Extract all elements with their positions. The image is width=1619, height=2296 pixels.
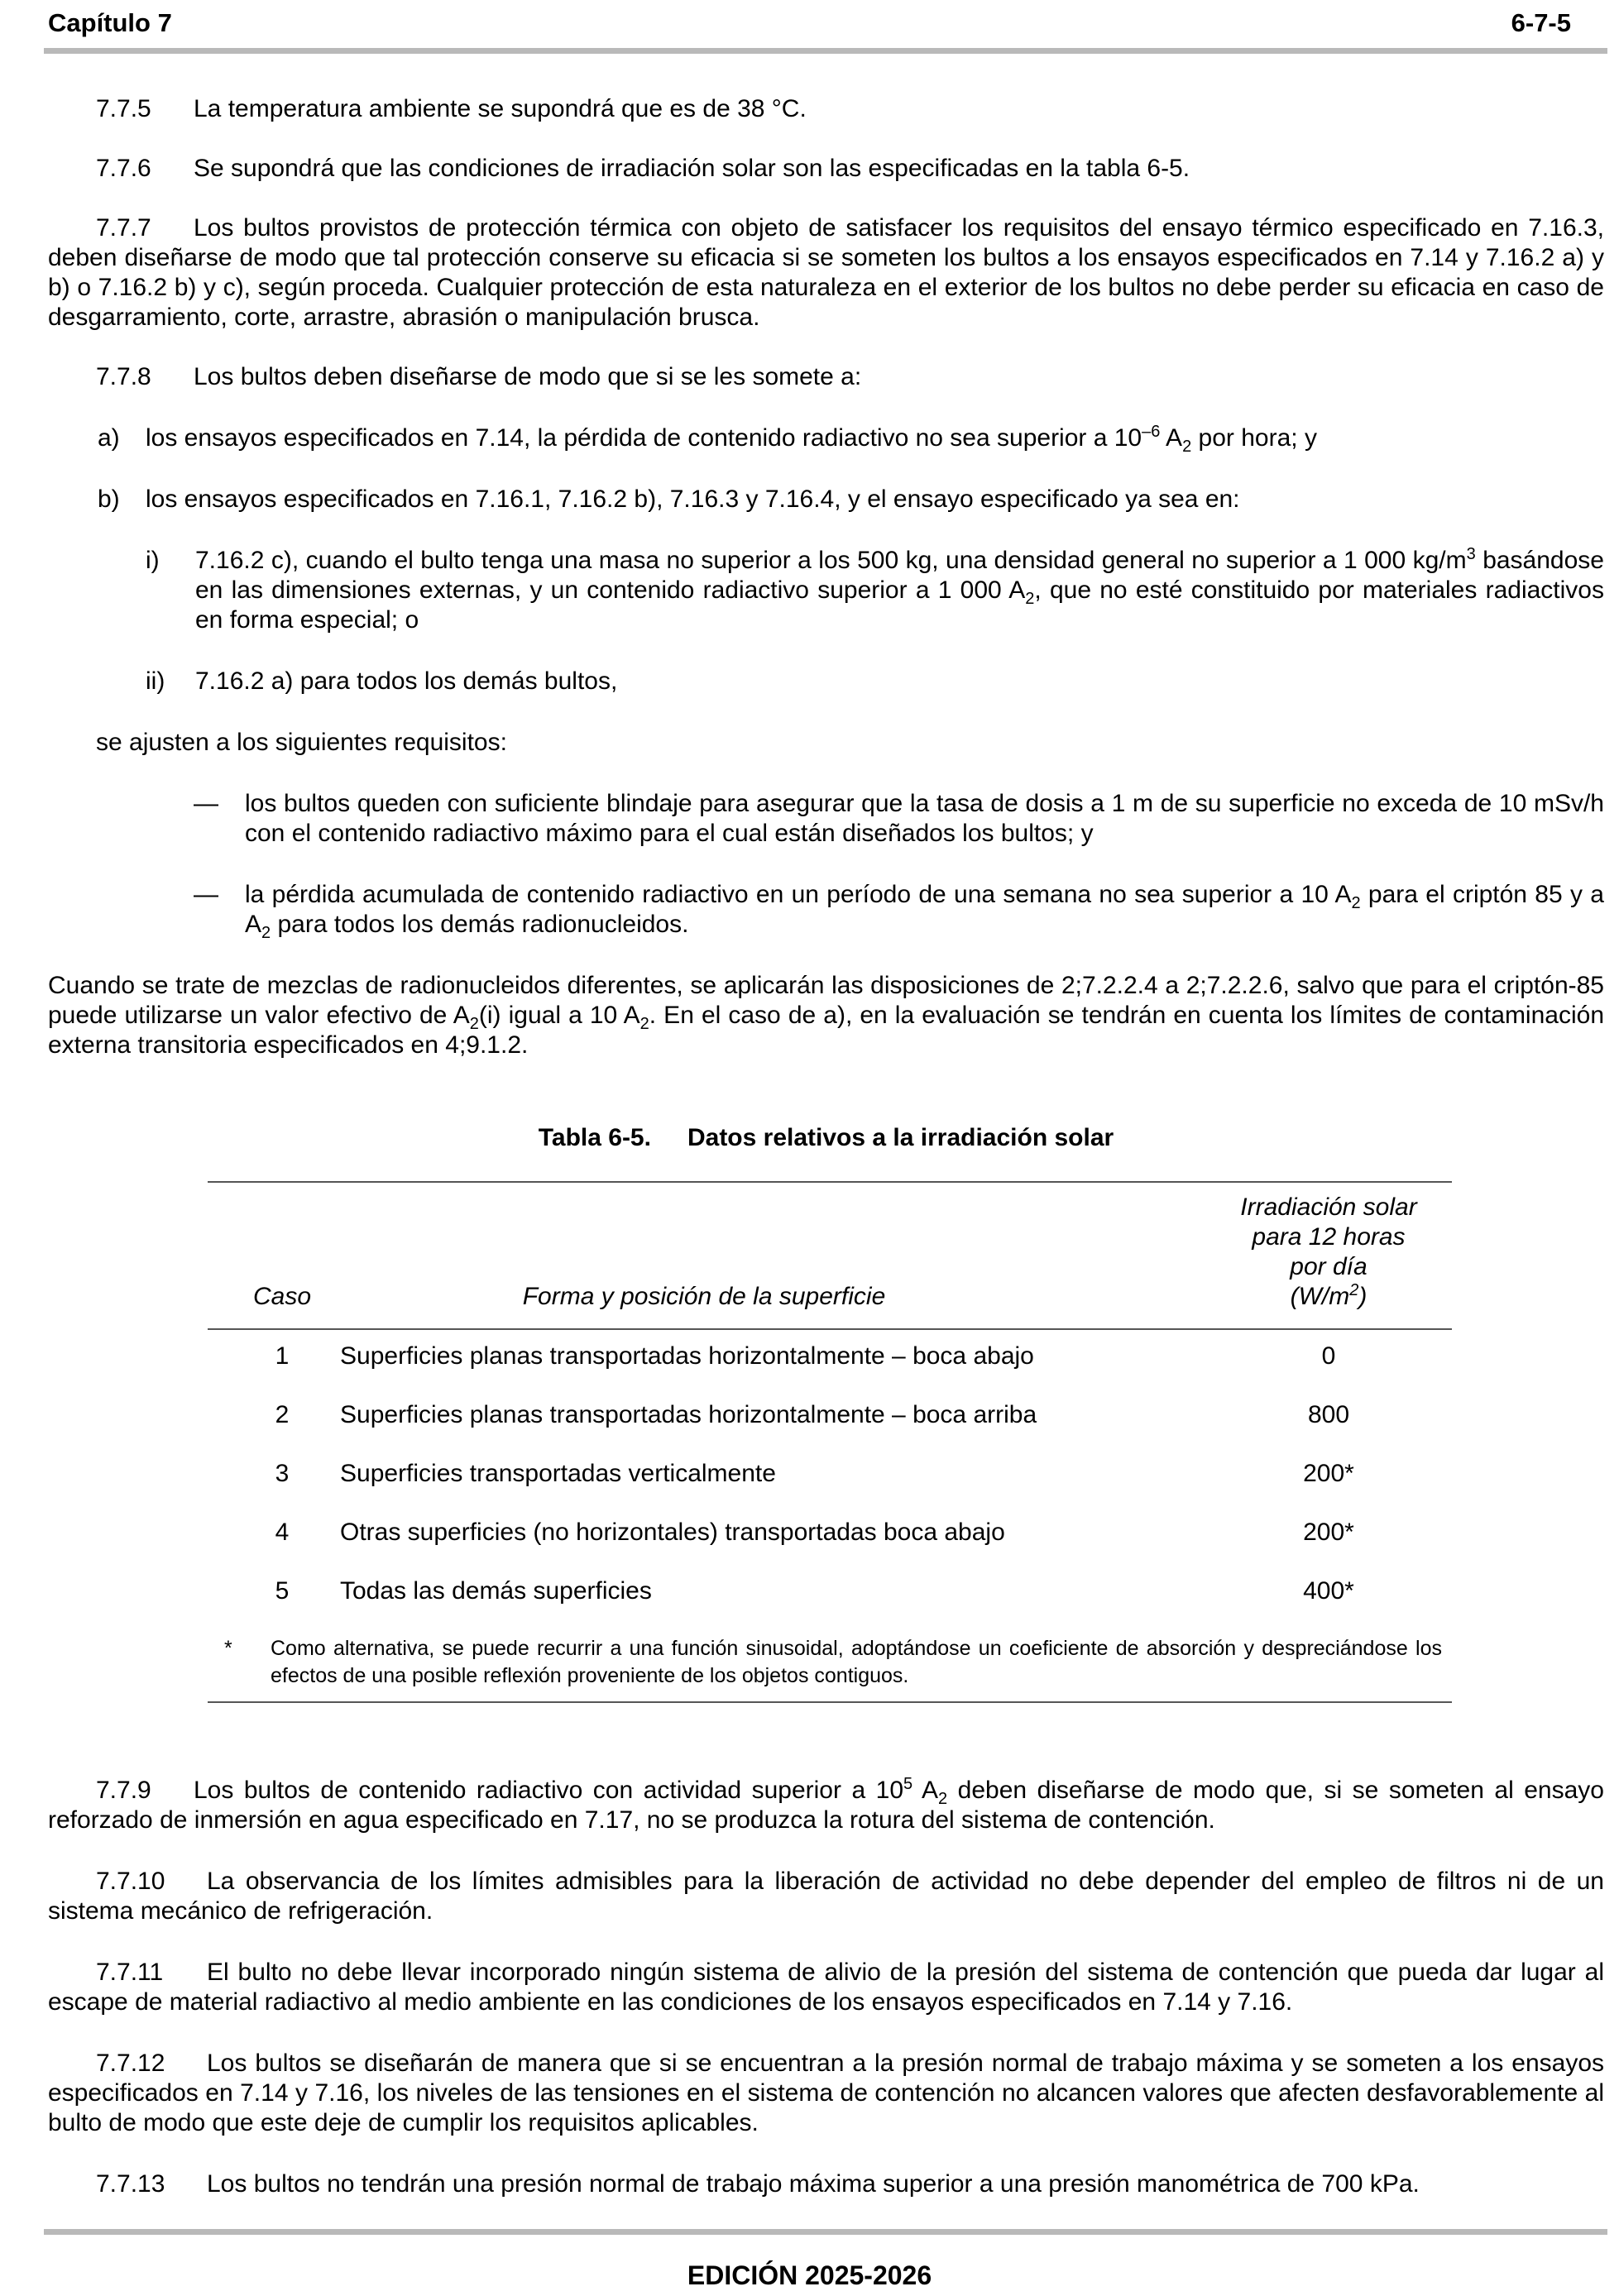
requirement-dash-1: — los bultos queden con suficiente blindaje para asegurar que la tasa de dosis a 1 m de su superficie no exceda de 10 mSv/h con el contenido radiactivo máximo para el cual están diseñados los bultos; y (194, 790, 1604, 847)
paragraph-7-7-13: 7.7.13 Los bultos no tendrán una presión normal de trabajo máxima superior a una presión manométrica de 700 kPa. (96, 2170, 1420, 2198)
paragraph-7-7-9: 7.7.9 Los bultos de contenido radiactivo con actividad superior a $10^5$ $A_2$ deben diseñarse de modo que, si se someten al ensayo reforzado de inmersión en agua especificado en 7.17, no se produzca la rotura del sistema de contención. (48, 1775, 1604, 1834)
table-row: 1 Superficies planas transportadas horizontalmente – boca abajo 0 (275, 1342, 1336, 1370)
table-row: 4 Otras superficies (no horizontales) transportadas boca abajo 200* (275, 1519, 1354, 1546)
paragraph-7-7-7: 7.7.7 Los bultos provistos de protección térmica con objeto de satisfacer los requisitos del ensayo térmico especificado en 7.16.3, deben diseñarse de modo que tal protección conserve su eficacia si se someten los bultos a los ensayos especificados en 7.14 y 7.16.2 a) y b) o 7.16.2 b) y c), según proceda. Cualquier protección de esta naturaleza en el exterior de los bultos no debe perder su eficacia en caso de desgarramiento, corte, arrastre, abrasión o manipulación brusca. (48, 214, 1604, 331)
header-rule (44, 48, 1607, 54)
page-number: 6-7-5 (1511, 8, 1571, 37)
column-header-form: Forma y posición de la superficie (522, 1283, 886, 1310)
table-header (208, 1183, 1452, 1328)
paragraph-7-7-12: 7.7.12 Los bultos se diseñarán de manera que si se encuentran a la presión normal de trabajo máxima y se someten a los ensayos especificados en 7.14 y 7.16, los niveles de las tensiones en el sistema de contención no alcancen valores que afecten desfavorablemente al bulto de modo que este deje de cumplir los requisitos aplicables. (48, 2050, 1604, 2136)
table-caption: Tabla 6-5. Datos relativos a la irradiación solar (538, 1124, 1114, 1151)
page-header (48, 8, 1571, 40)
table-footnote: * Como alternativa, se puede recurrir a una función sinusoidal, adoptándose un coeficiente de absorción y despreciándose los efectos de una posible reflexión proveniente de los objetos contiguos. (224, 1637, 1442, 1687)
column-header-case: Caso (252, 1283, 312, 1310)
table-row: 3 Superficies transportadas verticalmente 200* (275, 1460, 1354, 1487)
chapter-title: Capítulo 7 (48, 8, 172, 37)
requirements-intro: se ajusten a los siguientes requisitos: (96, 729, 507, 756)
table-row: 5 Todas las demás superficies 400* (275, 1577, 1354, 1605)
paragraph-7-7-6: 7.7.6 Se supondrá que las condiciones de irradiación solar son las especificadas en la tabla 6-5. (96, 155, 1190, 182)
edition-footer: EDICIÓN 2025-2026 (687, 2260, 932, 2290)
footer-rule (44, 2229, 1607, 2235)
page-body (48, 89, 1604, 2199)
table-bottom-rule (208, 1701, 1452, 1703)
list-item-b: b) los ensayos especificados en 7.16.1, 7.16.2 b), 7.16.3 y 7.16.4, y el ensayo especificado ya sea en: (98, 486, 1240, 513)
column-header-irradiation: Irradiación solar para 12 horas por día $(W/m^2)$ (1240, 1193, 1417, 1310)
paragraph-7-7-5: 7.7.5 La temperatura ambiente se supondrá que es de 38 °C. (96, 95, 807, 122)
list-item-i: i) 7.16.2 c), cuando el bulto tenga una masa no superior a los 500 kg, una densidad general no superior a 1 000 $kg/m^3$ basándose en las dimensiones externas, y un contenido radiactivo superior a 1 000 $A_2$, que no esté constituido por materiales radiactivos en forma especial; o (146, 545, 1604, 634)
paragraph-7-7-11: 7.7.11 El bulto no debe llevar incorporado ningún sistema de alivio de la presión del sistema de contención que pueda dar lugar al escape de material radiactivo al medio ambiente en las condiciones de los ensayos especificados en 7.14 y 7.16. (48, 1959, 1604, 2016)
list-item-a: a) los ensayos especificados en 7.14, la pérdida de contenido radiactivo no sea superior a $10^{-6}$ $A_2$ por hora; y (98, 423, 1317, 456)
table-header-rule (208, 1328, 1452, 1330)
paragraph-7-7-10: 7.7.10 La observancia de los límites admisibles para la liberación de actividad no debe depender del empleo de filtros ni de un sistema mecánico de refrigeración. (48, 1868, 1604, 1925)
list-item-ii: ii) 7.16.2 a) para todos los demás bultos, (146, 667, 618, 695)
paragraph-7-7-8: 7.7.8 Los bultos deben diseñarse de modo que si se les somete a: (96, 363, 862, 390)
requirement-dash-2: — la pérdida acumulada de contenido radiactivo en un período de una semana no sea superior a 10 $A_2$ para el criptón 85 y a $A_2$ para todos los demás radionucleidos. (194, 881, 1604, 942)
table-row: 2 Superficies planas transportadas horizontalmente – boca arriba 800 (275, 1401, 1350, 1428)
mixtures-paragraph: Cuando se trate de mezclas de radionucleidos diferentes, se aplicarán las disposiciones de 2;7.2.2.4 a 2;7.2.2.6, salvo que para el criptón-85 puede utilizarse un valor efectivo de $A_2(i)$ igual a 10 $A_2$. En el caso de a), en la evaluación se tendrán en cuenta los límites de contaminación externa transitoria especificados en 4;9.1.2. (48, 972, 1604, 1059)
solar-irradiation-table (208, 1181, 1452, 1703)
